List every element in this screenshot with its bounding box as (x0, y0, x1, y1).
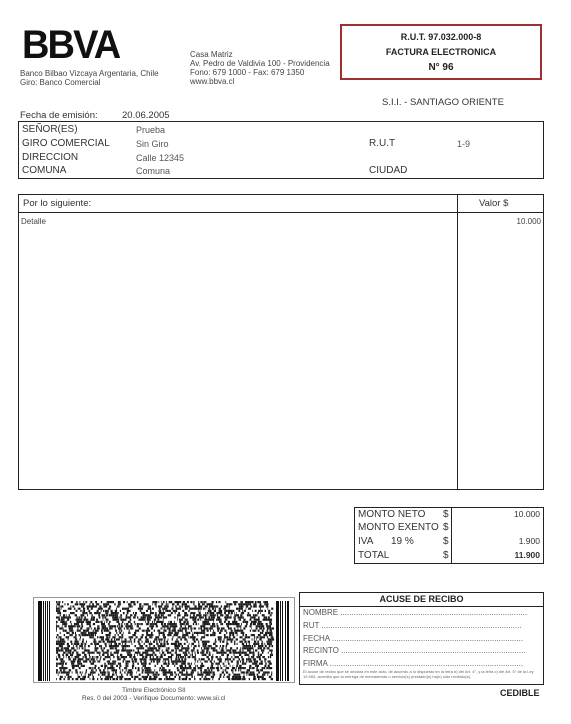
item-desc: Detalle (21, 217, 46, 226)
acuse-title: ACUSE DE RECIBO (300, 593, 543, 607)
rut-value: 1-9 (457, 139, 471, 149)
timbre-barcode (33, 597, 295, 683)
bbva-logo: BBVA (22, 23, 120, 67)
acuse-field: RECINTO ................................................................................... (303, 646, 526, 655)
fecha-label: Fecha de emisión: (20, 110, 98, 121)
acuse-field: RUT .......................................................................................... (303, 621, 522, 630)
total-value: 11.900 (514, 550, 540, 560)
total-label: MONTO EXENTO (358, 522, 439, 533)
barcode-graphic (34, 598, 295, 683)
office-line: www.bbva.cl (190, 77, 235, 86)
acuse-recibo-box (299, 592, 544, 685)
timbre-label: Timbre Electrónico SII (122, 687, 186, 694)
sii-office: S.I.I. - SANTIAGO ORIENTE (382, 97, 504, 108)
total-row (355, 522, 543, 536)
direccion-label: DIRECCION (22, 152, 79, 163)
total-sign: $ (443, 550, 449, 561)
senor-value: Prueba (136, 125, 166, 135)
items-table (18, 194, 544, 490)
total-label: MONTO NETO (358, 509, 426, 520)
cedible-label: CEDIBLE (500, 688, 540, 698)
acuse-field: FIRMA ....................................................................................... (303, 659, 524, 668)
comuna-value: Comuna (136, 166, 171, 176)
items-header-valor: Valor $ (479, 198, 509, 209)
company-giro: Giro: Banco Comercial (20, 78, 101, 87)
company-name: Banco Bilbao Vizcaya Argentaria, Chile (20, 69, 159, 78)
ciudad-label: CIUDAD (369, 165, 408, 176)
fecha-value: 20.06.2005 (122, 110, 170, 121)
direccion-value: Calle 12345 (136, 153, 185, 163)
office-line: Casa Matriz (190, 50, 233, 59)
rut-label: R.U.T (369, 138, 396, 149)
total-label: IVA (358, 536, 374, 547)
total-row (355, 536, 543, 550)
total-sign: $ (443, 509, 449, 520)
comuna-label: COMUNA (22, 165, 67, 176)
totals-box (354, 507, 544, 564)
item-value: 10.000 (516, 217, 541, 226)
giro-value: Sin Giro (136, 139, 169, 149)
acuse-field: NOMBRE .................................................................................... (303, 608, 528, 617)
total-sign: $ (443, 522, 449, 533)
column-divider (457, 195, 458, 489)
acuse-legal-text: El acuse de recibo que se declara en este acto, de acuerdo a lo dispuesto en la letra b) del Art. 4°, y la letra c) del Art. 5° de la Ley 19.983, acredita que la entrega de mercaderías o servicio(s) prestado(s) ha(n) sido recibido(s). (303, 669, 534, 679)
items-header-desc: Por lo siguiente: (23, 198, 92, 209)
items-header (19, 195, 543, 213)
office-line: Fono: 679 1000 - Fax: 679 1350 (190, 68, 305, 77)
total-row (355, 550, 543, 564)
client-box (18, 121, 544, 179)
total-value: 10.000 (514, 509, 540, 519)
giro-label: GIRO COMERCIAL (22, 138, 110, 149)
document-type: FACTURA ELECTRONICA (385, 47, 497, 57)
acuse-field: FECHA ...................................................................................... (303, 634, 524, 643)
total-row (355, 509, 543, 523)
total-sign: $ (443, 536, 449, 547)
office-info (190, 50, 330, 86)
total-value: 1.900 (518, 536, 540, 546)
rut-number: R.U.T. 97.032.000-8 (400, 32, 482, 42)
invoice-number: N° 96 (428, 62, 454, 73)
total-pct: 19 % (391, 536, 414, 547)
office-line: Av. Pedro de Valdivia 100 - Providencia (190, 59, 330, 68)
rut-box (340, 24, 542, 80)
total-label: TOTAL (358, 550, 390, 561)
senor-label: SEÑOR(ES) (22, 124, 78, 135)
timbre-resolution: Res. 0 del 2003 - Verifique Documento: www.sii.cl (82, 695, 226, 702)
